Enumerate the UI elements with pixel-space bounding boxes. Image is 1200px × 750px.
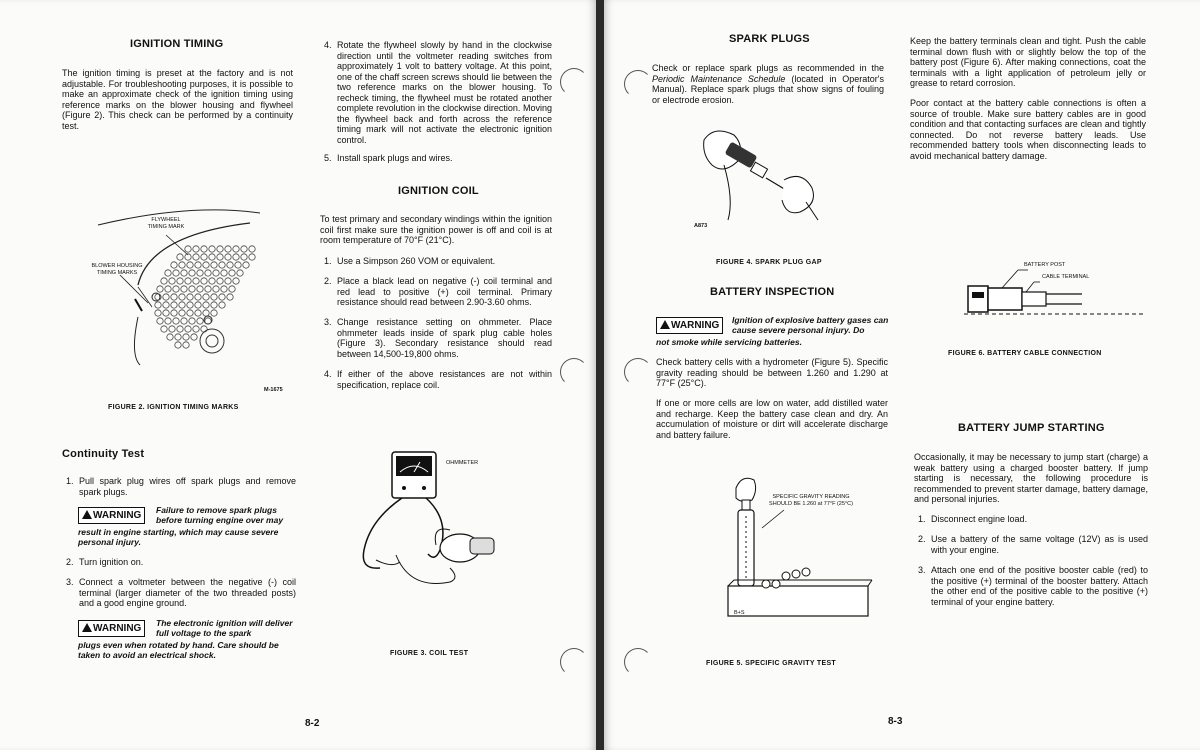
battery-terminals-p1: Keep the battery terminals clean and tight. Push the cable terminal down flush with or slightly below the top of the battery post (Figure 6). After making connections, coat the terminals with a light application of petroleum jelly or grease to retard corrosion. <box>910 36 1146 88</box>
battery-terminals-p2: Poor contact at the battery cable connections is often a source of trouble. Make sure battery cables are in good condition and that contacting surfaces are clean and tightly connected. Do not reverse battery leads. Use recommended battery tools when disconnecting leads to avoid mechanical battery damage. <box>910 98 1146 161</box>
coil-test-drawing <box>340 450 510 600</box>
battery-post-label: BATTERY POST <box>1024 262 1066 268</box>
spark-plug-gap-drawing <box>694 120 824 235</box>
jump-step-2 <box>918 534 1148 555</box>
figure6-caption: FIGURE 6. BATTERY CABLE CONNECTION <box>948 350 1102 357</box>
battery-inspection-p2: If one or more cells are low on water, add distilled water and recharge. Keep the battery case clean and dry. An accumulation of moisture or dirt will accelerate discharge and battery failure. <box>656 398 888 440</box>
jump-starting-title: BATTERY JUMP STARTING <box>958 422 1105 434</box>
spark-plugs-body-b: (located in Operator's Manual). Replace spark plugs that show signs of fouling or electrode erosion. <box>652 73 884 105</box>
page-number-right: 8-3 <box>888 716 903 727</box>
step-number: 2. <box>918 534 926 544</box>
ohmmeter-label: OHMMETER <box>446 460 479 466</box>
figure4-code: A873 <box>694 223 708 229</box>
step-number: 3. <box>324 317 332 327</box>
continuity-step-3 <box>66 577 296 609</box>
figure2-illustration <box>80 205 300 395</box>
step-text: Install spark plugs and wires. <box>337 153 453 163</box>
coil-step-2 <box>324 276 552 308</box>
battery-inspection-title: BATTERY INSPECTION <box>710 286 835 298</box>
figure6-illustration <box>964 258 1144 328</box>
coil-step-4 <box>324 369 552 390</box>
step-text: Use a Simpson 260 VOM or equivalent. <box>337 256 496 266</box>
coil-step-3 <box>324 317 552 359</box>
warning-label: WARNING <box>93 623 142 634</box>
warning-label-box <box>656 317 723 334</box>
step-number: 1. <box>324 256 332 266</box>
figure2-caption: FIGURE 2. IGNITION TIMING MARKS <box>108 404 239 411</box>
page-curl-mark <box>560 358 588 386</box>
maintenance-schedule-reference: Periodic Maintenance Schedule <box>652 73 786 84</box>
page-curl-mark <box>560 68 588 96</box>
page-curl-mark <box>624 70 652 98</box>
warning-label-box <box>78 620 145 637</box>
continuity-step-1 <box>66 476 296 497</box>
step-number: 4. <box>324 369 332 379</box>
timing-step-5 <box>324 153 552 164</box>
step-text: If either of the above resistances are not within specification, replace coil. <box>337 369 552 390</box>
step-number: 1. <box>918 514 926 524</box>
warning-block-2 <box>78 618 298 660</box>
continuity-step-2 <box>66 557 296 568</box>
ignition-coil-title: IGNITION COIL <box>398 185 479 197</box>
step-text: Change resistance setting on ohmmeter. Place ohmmeter leads inside of spark plug cable holes (Figure 3). Secondary resistance should read between 14,500-19,800 ohms. <box>337 317 552 359</box>
battery-inspection-p1: Check battery cells with a hydrometer (Figure 5). Specific gravity reading should be between 1.260 and 1.290 at 77°F (25°C). <box>656 357 888 388</box>
figure3-caption: FIGURE 3. COIL TEST <box>390 650 469 657</box>
figure5-caption: FIGURE 5. SPECIFIC GRAVITY TEST <box>706 660 837 667</box>
page-number-left: 8-2 <box>305 718 320 729</box>
page-curl-mark <box>560 648 588 676</box>
coil-step-1 <box>324 256 552 267</box>
spark-plugs-body-a: Check or replace spark plugs as recommended in the <box>652 63 884 73</box>
jump-step-3 <box>918 565 1148 607</box>
ignition-timing-title: IGNITION TIMING <box>130 38 224 50</box>
step-text: Connect a voltmeter between the negative (-) coil terminal (larger diameter of the two threaded posts) and a good engine ground. <box>79 577 296 608</box>
jump-step-1 <box>918 514 1148 525</box>
hydrometer-drawing <box>724 470 874 620</box>
step-number: 4. <box>324 40 332 50</box>
warning-triangle-icon <box>82 623 92 632</box>
step-number: 5. <box>324 153 332 163</box>
warning-lead: Failure to remove spark plugs before turning engine over may <box>156 505 284 525</box>
blower-housing-label: BLOWER HOUSING TIMING MARKS <box>91 263 143 276</box>
warning-lead: Ignition of explosive battery gases can cause severe personal injury. Do <box>732 315 889 335</box>
ignition-coil-intro: To test primary and secondary windings within the ignition coil first make sure the ignition power is off and coil is at room temperature of 70°F (21°C). <box>320 214 552 245</box>
step-number: 3. <box>918 565 926 575</box>
step-text: Rotate the flywheel slowly by hand in the clockwise direction until the voltmeter reading switches from approximately 1 volt to battery voltage. At this point, one of the chaff screen screws should lie between the two reference marks on the blower housing. To recheck timing, the flywheel must be rotated another complete revolution in the clockwise direction. Moving the flywheel back and forth across the reference timing mark will not activate the electronic ignition control. <box>337 40 552 145</box>
timing-step-4 <box>324 40 552 145</box>
battery-cable-drawing <box>964 258 1144 328</box>
warning-rest: not smoke while servicing batteries. <box>656 337 802 347</box>
cable-terminal-label: CABLE TERMINAL <box>1042 274 1090 280</box>
step-text: Use a battery of the same voltage (12V) as is used with your engine. <box>931 534 1148 555</box>
warning-label: WARNING <box>93 510 142 521</box>
figure2-code: M-1675 <box>264 387 283 393</box>
step-text: Turn ignition on. <box>79 557 144 567</box>
step-number: 2. <box>324 276 332 286</box>
warning-lead: The electronic ignition will deliver full voltage to the spark <box>156 618 293 638</box>
figure5-illustration <box>724 470 874 620</box>
flywheel-timing-mark-label: FLYWHEEL TIMING MARK <box>147 217 185 230</box>
step-text: Disconnect engine load. <box>931 514 1028 524</box>
battery-warning-block <box>656 315 892 347</box>
warning-block-1 <box>78 505 298 547</box>
left-page <box>0 0 596 750</box>
step-number: 3. <box>66 577 74 587</box>
warning-triangle-icon <box>82 510 92 519</box>
figure4-illustration <box>694 120 824 235</box>
chaff-screen-holes <box>148 243 268 353</box>
figure4-caption: FIGURE 4. SPARK PLUG GAP <box>716 259 822 266</box>
warning-rest: plugs even when rotated by hand. Care should be taken to avoid an electrical shock. <box>78 640 279 660</box>
step-number: 2. <box>66 557 74 567</box>
spark-plugs-body <box>652 63 884 105</box>
battery-label: B+S <box>734 610 745 616</box>
spark-plugs-title: SPARK PLUGS <box>729 33 810 45</box>
warning-rest: result in engine starting, which may cause severe personal injury. <box>78 527 279 547</box>
step-number: 1. <box>66 476 74 486</box>
continuity-test-title: Continuity Test <box>62 448 145 460</box>
warning-triangle-icon <box>660 320 670 329</box>
figure3-illustration <box>340 450 510 600</box>
right-page <box>604 0 1200 750</box>
chaff-screen <box>148 243 268 353</box>
specific-gravity-label: SPECIFIC GRAVITY READING SHOULD BE 1.260 at 77°F (25°C) <box>769 494 853 507</box>
step-text: Pull spark plug wires off spark plugs and remove spark plugs. <box>79 476 296 497</box>
page-curl-mark <box>624 648 652 676</box>
ignition-timing-body: The ignition timing is preset at the factory and is not adjustable. For troubleshooting purposes, it is possible to make an approximate check of the ignition timing using reference marks on the blower housing and flywheel (Figure 2). This check can be performed by a continuity test. <box>62 68 293 131</box>
step-text: Attach one end of the positive booster cable (red) to the positive (+) terminal of the booster battery. Attach the other end of the positive cable to the positive (+) terminal of your engine battery. <box>931 565 1148 607</box>
page-curl-mark <box>624 358 652 386</box>
step-text: Place a black lead on negative (-) coil terminal and red lead to positive (+) coil terminal. Primary resistance should read between 2.90-3.60 ohms. <box>337 276 552 307</box>
warning-label: WARNING <box>671 320 720 331</box>
jump-starting-intro: Occasionally, it may be necessary to jump start (charge) a weak battery using a charged booster battery. If jump starting is necessary, the following procedure is recommended to prevent starter damage, battery damage, and personal injuries. <box>914 452 1148 504</box>
warning-label-box <box>78 507 145 524</box>
